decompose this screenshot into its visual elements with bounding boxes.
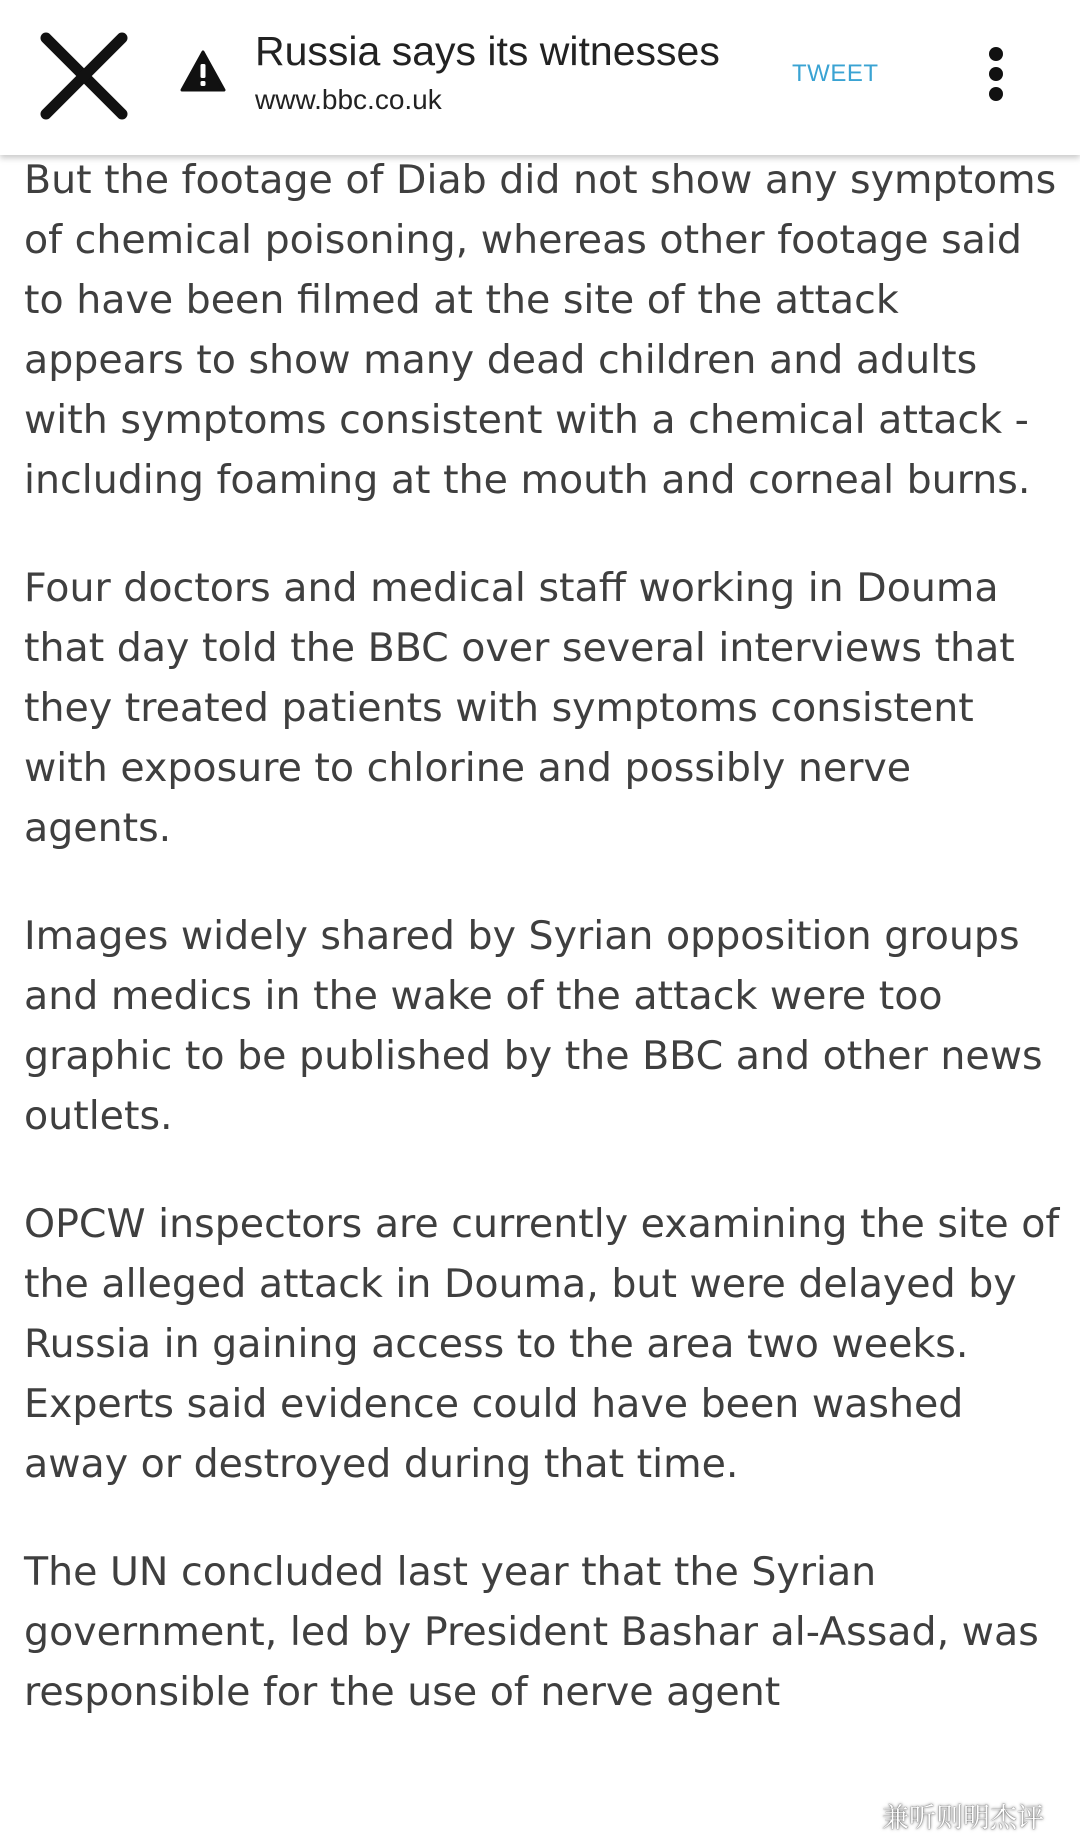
close-button[interactable] <box>32 24 136 128</box>
page-title: Russia says its witnesses <box>255 28 720 74</box>
watermark <box>832 1796 1044 1835</box>
app-toolbar <box>0 0 1080 155</box>
more-vertical-icon <box>968 40 1024 108</box>
tweet-button[interactable]: TWEET <box>792 60 879 87</box>
article-body <box>24 150 1064 1770</box>
warning-triangle-icon[interactable] <box>180 50 226 92</box>
page-url: www.bbc.co.uk <box>255 84 442 115</box>
article-paragraph: OPCW inspectors are currently examining the site of the alleged attack in Douma, but were delayed by Russia in gaining access to the area two weeks. Experts said evidence could have been washed away or destroyed during that time. <box>24 1201 1060 1487</box>
article-paragraph: Images widely shared by Syrian opposition groups and medics in the wake of the attack were too graphic to be published by the BBC and other news outlets. <box>24 913 1043 1139</box>
overflow-menu-button[interactable] <box>968 40 1024 108</box>
watermark-text: 兼听则明杰评 <box>882 1803 1044 1834</box>
wechat-icon <box>832 1800 872 1832</box>
close-icon <box>32 24 136 128</box>
article-paragraph: The UN concluded last year that the Syrian government, led by President Bashar al-Assad, was responsible for the use of nerve agent <box>24 1549 1039 1715</box>
article-paragraph: But the footage of Diab did not show any symptoms of chemical poisoning, whereas other footage said to have been filmed at the site of the attack appears to show many dead children and adults with symptoms consistent with a chemical attack - including foaming at the mouth and corneal burns. <box>24 157 1057 503</box>
article-paragraph: Four doctors and medical staff working in Douma that day told the BBC over several interviews that they treated patients with symptoms consistent with exposure to chlorine and possibly nerve agents. <box>24 565 1015 851</box>
